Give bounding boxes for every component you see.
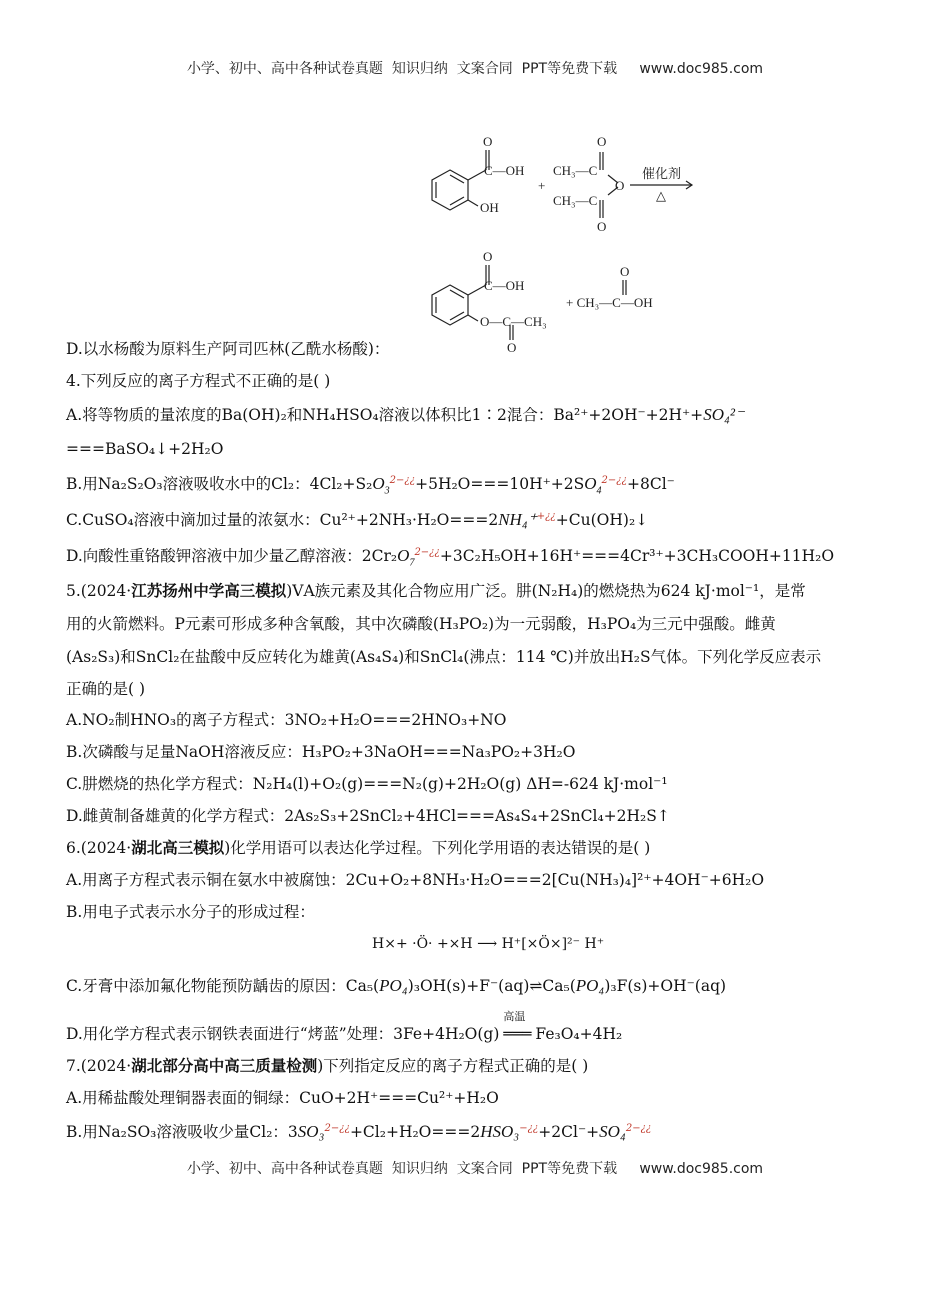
q5-stem-line1: 5.(2024·江苏扬州中学高三模拟)ⅤA族元素及其化合物应用广泛。肼(N₂H₄)的燃烧热为624 kJ·mol⁻¹，是常 — [66, 581, 806, 600]
q4-option-c: C.CuSO₄溶液中滴加过量的浓氨水：Cu²⁺+2NH₃·H₂O===2NH₄⁺+¿¿+Cu(OH)₂↓ — [66, 510, 649, 529]
q6-stem: 6.(2024·湖北高三模拟)化学用语可以表达化学过程。下列化学用语的表达错误的是( ) — [66, 838, 651, 857]
q5-stem-line2: 用的火箭燃料。P元素可形成多种含氧酸，其中次磷酸(H₃PO₂)为一元弱酸，H₃PO₄为三元中强酸。雌黄 — [66, 615, 776, 633]
q6-option-b: B.用电子式表示水分子的形成过程： — [66, 903, 315, 921]
svg-text:+ CH₃—C—OH: + CH₃—C—OH — [566, 295, 653, 310]
q4-option-d: D.向酸性重铬酸钾溶液中加少量乙醇溶液：$2Cr_2O_7^{2-¿¿}+3C_2H_5OH+16H^+===4Cr^{3+}+3CH_3COOH+11H_2O$ — [66, 546, 835, 569]
svg-text:OH: OH — [480, 200, 499, 215]
svg-text:O: O — [507, 340, 517, 355]
svg-text:O: O — [615, 178, 625, 193]
q5-option-d: D.雌黄制备雄黄的化学方程式：2As₂S₃+2SnCl₂+4HCl===As₄S₄+2SnCl₄+2H₂S↑ — [66, 807, 670, 825]
q5-stem-line3: (As₂S₃)和SnCl₂在盐酸中反应转化为雄黄(As₄S₄)和SnCl₄(沸点：114 ℃)并放出H₂S气体。下列化学反应表示 — [66, 648, 822, 666]
svg-text:O: O — [597, 219, 607, 234]
svg-text:O: O — [597, 134, 607, 149]
page-footer: 小学、初中、高中各种试卷真题 知识归纳 文案合同 PPT等免费下载 www.doc985.com — [186, 1161, 764, 1177]
svg-text:O: O — [483, 134, 493, 149]
q6-electron-formula: H×+ ·Ö· +×H ⟶ H⁺[×Ö×]²⁻ H⁺ — [372, 936, 605, 952]
svg-text:+: + — [538, 178, 546, 193]
svg-text:O—C—CH₃: O—C—CH₃ — [480, 314, 547, 329]
q4-option-b: B.用Na₂S₂O₃溶液吸收水中的Cl₂：$4Cl_2+S_2O_3^{2-¿¿}+5H_2O===10H^++2SO_4^{2-¿¿}+8Cl^-$ — [66, 474, 675, 497]
q3-option-d: D.以水杨酸为原料生产阿司匹林(乙酰水杨酸)： — [66, 340, 390, 358]
q4-stem: 4.下列反应的离子方程式不正确的是( ) — [66, 372, 331, 390]
svg-text:△: △ — [656, 188, 666, 203]
q6-option-c: C.牙膏中添加氟化物能预防龋齿的原因：Ca₅(PO₄)₃OH(s)+F⁻(aq)⇌Ca₅(PO₄)₃F(s)+OH⁻(aq) — [66, 976, 727, 995]
svg-text:O: O — [620, 264, 630, 279]
svg-text:C—OH: C—OH — [484, 163, 525, 178]
q7-option-b: B.用Na₂SO₃溶液吸收少量Cl₂：3SO₃$^{2-¿¿}$+Cl₂+H₂O===2HSO₃−¿¿+2Cl⁻+SO₄$^{2-¿¿}$ — [66, 1122, 652, 1141]
q5-option-a: A.NO₂制HNO₃的离子方程式：3NO₂+H₂O===2HNO₃+NO — [66, 711, 507, 729]
svg-text:CH₃—C: CH₃—C — [553, 163, 598, 178]
q6-option-d: D.用化学方程式表示钢铁表面进行“烤蓝”处理：3Fe+4H₂O(g) 高温 ═══ Fe₃O₄+4H₂ — [66, 1010, 623, 1043]
q6-option-a: A.用离子方程式表示铜在氨水中被腐蚀：2Cu+O₂+8NH₃·H₂O===2[Cu(NH₃)₄]²⁺+4OH⁻+6H₂O — [66, 871, 765, 889]
q7-stem: 7.(2024·湖北部分高中高三质量检测)下列指定反应的离子方程式正确的是( ) — [66, 1056, 589, 1075]
svg-text:CH₃—C: CH₃—C — [553, 193, 598, 208]
page-header: 小学、初中、高中各种试卷真题 知识归纳 文案合同 PPT等免费下载 www.doc985.com — [186, 61, 764, 77]
q5-option-b: B.次磷酸与足量NaOH溶液反应：H₃PO₂+3NaOH===Na₃PO₂+3H₂O — [66, 743, 576, 761]
q4-option-a: A.将等物质的量浓度的Ba(OH)₂和NH₄HSO₄溶液以体积比1∶2混合：Ba²⁺+2OH⁻+2H⁺+SO₄²⁻ — [66, 405, 744, 424]
svg-text:催化剂: 催化剂 — [642, 166, 682, 181]
q5-stem-line4: 正确的是( ) — [66, 680, 146, 698]
q7-option-a: A.用稀盐酸处理铜器表面的铜绿：CuO+2H⁺===Cu²⁺+H₂O — [66, 1089, 499, 1107]
svg-text:C—OH: C—OH — [484, 278, 525, 293]
q5-option-c: C.肼燃烧的热化学方程式：N₂H₄(l)+O₂(g)===N₂(g)+2H₂O(g) ΔH=-624 kJ·mol⁻¹ — [66, 775, 668, 793]
q4-option-a-cont: ===BaSO₄↓+2H₂O — [66, 440, 224, 458]
svg-text:O: O — [483, 249, 493, 264]
aspirin-reaction-scheme — [420, 130, 720, 355]
